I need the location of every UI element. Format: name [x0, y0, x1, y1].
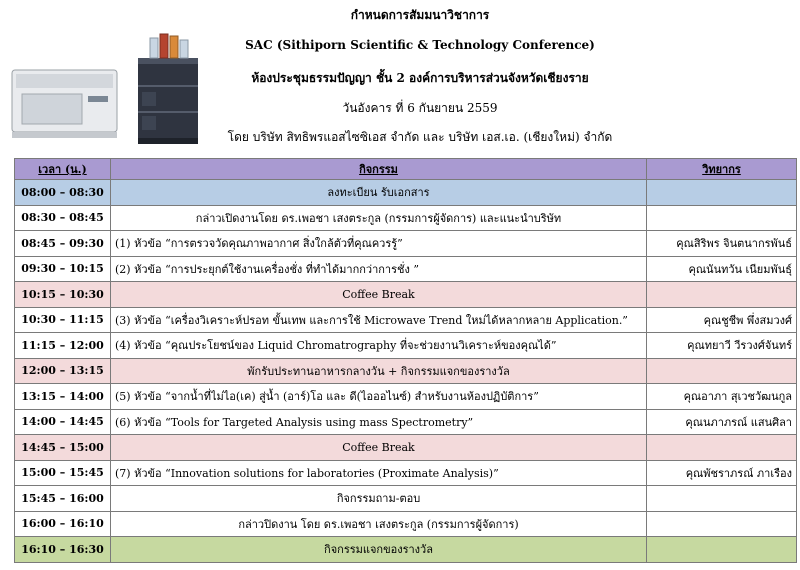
table-row	[15, 256, 797, 282]
speaker-cell: คุณนันทวัน เนียมพันธุ์	[647, 256, 797, 282]
event-date: วันอังคาร ที่ 6 กันยายน 2559	[342, 101, 498, 115]
time-cell: 14:45 – 15:00	[15, 435, 111, 461]
activity-cell: กิจกรรมถาม-ตอบ	[111, 486, 647, 512]
table-row	[15, 537, 797, 563]
activity-cell: (3) หัวข้อ “เครื่องวิเคราะห์ปรอท ขั้นเทพ และการใช้ Microwave Trend ใหม่ได้หลากหลาย Application.”	[111, 307, 647, 333]
table-row	[15, 384, 797, 410]
activity-cell: (5) หัวข้อ “จากน้ำที่ไม่ไอ(เค) สู่น้ำ (อาร์)โอ และ ดี(ไอออไนซ์) สำหรับงานห้องปฏิบัติการ”	[111, 384, 647, 410]
table-row	[15, 307, 797, 333]
activity-cell: กล่าวเปิดงานโดย ดร.เพอชา เสงตระกูล (กรรมการผู้จัดการ) และแนะนำบริษัท	[111, 205, 647, 231]
schedule-body	[15, 180, 797, 563]
time-cell: 08:30 – 08:45	[15, 205, 111, 231]
speaker-cell	[647, 180, 797, 206]
speaker-cell: คุณทยาวี วีรวงศ์จันทร์	[647, 333, 797, 359]
table-header-row	[15, 159, 797, 180]
time-cell: 13:15 – 14:00	[15, 384, 111, 410]
time-cell: 10:30 – 11:15	[15, 307, 111, 333]
table-row	[15, 511, 797, 537]
table-row	[15, 435, 797, 461]
activity-cell: (4) หัวข้อ “คุณประโยชน์ของ Liquid Chromatrography ที่จะช่วยงานวิเคราะห์ของคุณได้”	[111, 333, 647, 359]
time-cell: 11:15 – 12:00	[15, 333, 111, 359]
lab-instrument-image	[10, 28, 200, 148]
document-header	[0, 0, 800, 155]
activity-cell: (1) หัวข้อ “การตรวจวัดคุณภาพอากาศ สิ่งใกล้ตัวที่คุณควรรู้”	[111, 231, 647, 257]
table-row	[15, 205, 797, 231]
speaker-cell	[647, 511, 797, 537]
time-cell: 16:10 – 16:30	[15, 537, 111, 563]
header-title: กำหนดการสัมมนาวิชาการ	[350, 8, 490, 22]
activity-cell: (2) หัวข้อ “การประยุกต์ใช้งานเครื่องชั่ง ที่ทำได้มากกว่าการชั่ง ”	[111, 256, 647, 282]
activity-cell: ลงทะเบียน รับเอกสาร	[111, 180, 647, 206]
speaker-cell: คุณสิริพร จินตนากรพันธ์	[647, 231, 797, 257]
activity-cell: กล่าวปิดงาน โดย ดร.เพอชา เสงตระกูล (กรรมการผู้จัดการ)	[111, 511, 647, 537]
activity-cell: (6) หัวข้อ “Tools for Targeted Analysis using mass Spectrometry”	[111, 409, 647, 435]
header-speaker: วิทยากร	[647, 159, 797, 180]
activity-cell: พักรับประทานอาหารกลางวัน + กิจกรรมแจกของรางวัล	[111, 358, 647, 384]
time-cell: 08:45 – 09:30	[15, 231, 111, 257]
conference-name: SAC (Sithiporn Scientific & Technology Conference)	[245, 38, 595, 52]
activity-cell: Coffee Break	[111, 435, 647, 461]
speaker-cell: คุณพัชราภรณ์ ภาเรือง	[647, 460, 797, 486]
speaker-cell	[647, 435, 797, 461]
speaker-cell	[647, 537, 797, 563]
organizers: โดย บริษัท สิทธิพรแอสไซซิเอส จำกัด และ บริษัท เอส.เอ. (เชียงใหม่) จำกัด	[227, 130, 613, 144]
time-cell: 08:00 – 08:30	[15, 180, 111, 206]
time-cell: 15:45 – 16:00	[15, 486, 111, 512]
speaker-cell	[647, 282, 797, 308]
activity-cell: (7) หัวข้อ “Innovation solutions for laboratories (Proximate Analysis)”	[111, 460, 647, 486]
activity-cell: Coffee Break	[111, 282, 647, 308]
table-row	[15, 358, 797, 384]
table-row	[15, 282, 797, 308]
speaker-cell: คุณชูชีพ พึ่งสมวงศ์	[647, 307, 797, 333]
speaker-cell: คุณอาภา สุเวชวัฒนกูล	[647, 384, 797, 410]
venue: ห้องประชุมธรรมปัญญา ชั้น 2 องค์การบริหารส่วนจังหวัดเชียงราย	[251, 71, 589, 85]
table-row	[15, 180, 797, 206]
table-row	[15, 460, 797, 486]
time-cell: 10:15 – 10:30	[15, 282, 111, 308]
table-row	[15, 486, 797, 512]
speaker-cell	[647, 486, 797, 512]
header-time: เวลา (น.)	[15, 159, 111, 180]
speaker-cell	[647, 358, 797, 384]
table-row	[15, 409, 797, 435]
table-row	[15, 231, 797, 257]
time-cell: 16:00 – 16:10	[15, 511, 111, 537]
activity-cell: กิจกรรมแจกของรางวัล	[111, 537, 647, 563]
time-cell: 12:00 – 13:15	[15, 358, 111, 384]
schedule-table	[14, 158, 797, 563]
speaker-cell	[647, 205, 797, 231]
time-cell: 15:00 – 15:45	[15, 460, 111, 486]
header-activity: กิจกรรม	[111, 159, 647, 180]
time-cell: 14:00 – 14:45	[15, 409, 111, 435]
table-row	[15, 333, 797, 359]
speaker-cell: คุณนภาภรณ์ แสนศิลา	[647, 409, 797, 435]
time-cell: 09:30 – 10:15	[15, 256, 111, 282]
